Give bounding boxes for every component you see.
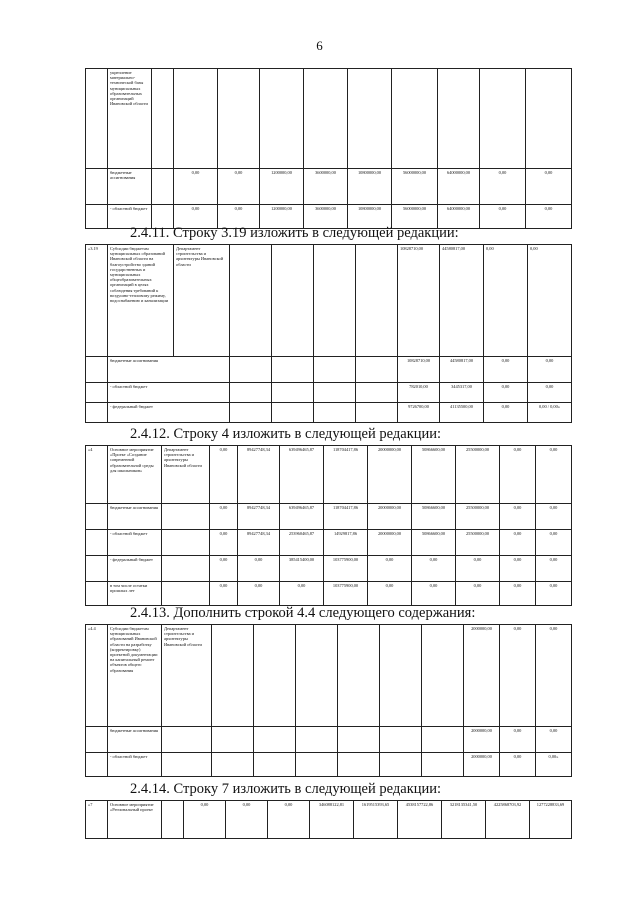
value-cell: 0,00 <box>528 383 572 403</box>
value-cell: 0,00 <box>528 357 572 383</box>
table-row-4-4 <box>85 624 572 777</box>
section-heading: 2.4.13. Дополнить строкой 4.4 следующего содержания: <box>130 605 476 621</box>
value-cell: 44580817,00 <box>440 357 484 383</box>
row-number: «3.19 <box>86 245 108 357</box>
row-executor: Департамент строительства и архитектуры Ивановской области <box>162 446 210 504</box>
value-cell: 50866600,00 <box>412 446 456 504</box>
value-cell: 0,00 / 0,00» <box>528 403 572 423</box>
value-cell: 0,00 <box>536 727 572 753</box>
row-number: «4.4 <box>86 625 108 727</box>
table-row-4 <box>85 445 572 606</box>
row-label: - областной бюджет <box>108 205 152 229</box>
row-description: Основное мероприятие «Региональный проект <box>108 801 162 839</box>
table-row-7 <box>85 800 572 839</box>
value-cell: 0,00 <box>536 625 572 727</box>
value-cell: 0,00 <box>268 801 310 839</box>
value-cell: 0,00 <box>500 556 536 582</box>
value-cell: 0,00 <box>238 582 280 606</box>
section-heading: 2.4.11. Строку 3.19 изложить в следующей редакции: <box>130 225 459 241</box>
row-description: Субсидии бюджетам муниципальных образований Ивановской области на благоустройство зданий государственных и муниципальных общеобразовательных организаций в целях соблюдения требований к воздушно-тепловому режиму, водоснабжению и канализации <box>108 245 174 357</box>
value-cell: 4538157722,86 <box>398 801 442 839</box>
value-cell: 50866600,00 <box>412 504 456 530</box>
value-cell: 0,00 <box>184 801 226 839</box>
value-cell: 10828710,00 <box>398 357 440 383</box>
value-cell: 89427748,34 <box>238 530 280 556</box>
value-cell: 118704417,86 <box>324 446 368 504</box>
value-cell: 639496465,87 <box>280 504 324 530</box>
table-continuation <box>85 68 572 229</box>
value-cell: 253960465,87 <box>280 530 324 556</box>
row-label: бюджетные ассигнования <box>108 727 162 753</box>
value-cell: 50866600,00 <box>412 530 456 556</box>
value-cell: 64000000,00 <box>438 205 480 229</box>
value-cell: 0,00 <box>536 530 572 556</box>
row-executor: Департамент строительства и архитектуры Ивановской области <box>162 625 212 727</box>
row-label: бюджетные ассигнования <box>108 504 162 530</box>
row-description: Основное мероприятие «Проект «Создание современной образовательной среды для школьников» <box>108 446 162 504</box>
value-cell: 3218135341,50 <box>442 801 486 839</box>
value-cell: 1200000,00 <box>260 205 304 229</box>
value-cell: 0,00» <box>536 753 572 777</box>
value-cell: 2000000,00 <box>464 753 500 777</box>
value-cell: 2000000,00 <box>464 727 500 753</box>
value-cell: 0,00 <box>210 446 238 504</box>
value-cell: 1277228833,69 <box>530 801 572 839</box>
row-label: - областной бюджет <box>108 530 162 556</box>
value-cell: 3600000,00 <box>304 169 348 205</box>
section-heading: 2.4.14. Строку 7 изложить в следующей редакции: <box>130 781 442 797</box>
value-cell: 0,00 <box>174 205 218 229</box>
value-cell: 0,00 <box>526 205 572 229</box>
value-cell: 20000000,00 <box>368 446 412 504</box>
value-cell: 0,00 <box>500 753 536 777</box>
page-number: 6 <box>316 38 323 53</box>
value-cell: 0,00 <box>536 582 572 606</box>
value-cell: 0,00 <box>484 245 528 357</box>
value-cell: 103775900,00 <box>324 582 368 606</box>
value-cell: 25500000,00 <box>456 530 500 556</box>
value-cell: 0,00 <box>218 205 260 229</box>
value-cell: 0,00 <box>238 556 280 582</box>
value-cell: 0,00 <box>500 530 536 556</box>
value-cell: 10800000,00 <box>348 169 392 205</box>
value-cell: 10828710,00 <box>398 245 440 357</box>
value-cell: 0,00 <box>484 357 528 383</box>
value-cell: 0,00 <box>500 504 536 530</box>
value-cell: 64000000,00 <box>438 169 480 205</box>
value-cell: 20000000,00 <box>368 530 412 556</box>
value-cell: 2000000,00 <box>464 625 500 727</box>
row-description: Субсидии бюджетам муниципальных образований Ивановской области на разработку (корректировку) проектной документации на капитальный ремонт объектов общего образования <box>108 625 162 727</box>
value-cell: 346088122,81 <box>310 801 354 839</box>
value-cell: 0,00 <box>500 727 536 753</box>
value-cell: 0,00 <box>210 530 238 556</box>
value-cell: 0,00 <box>536 446 572 504</box>
value-cell: 3600000,00 <box>304 205 348 229</box>
value-cell: 0,00 <box>210 582 238 606</box>
value-cell: 0,00 <box>526 169 572 205</box>
value-cell: 89427748,34 <box>238 446 280 504</box>
value-cell: 0,00 <box>528 245 572 357</box>
value-cell: 56000000,00 <box>392 205 438 229</box>
row-label: бюджетные ассигнования <box>108 357 230 383</box>
value-cell: 0,00 <box>480 169 526 205</box>
value-cell: 0,00 <box>226 801 268 839</box>
row-label: бюджетные ассигнования <box>108 169 152 205</box>
value-cell: 385415400,00 <box>280 556 324 582</box>
table-row-3-19 <box>85 244 572 423</box>
value-cell: 44580817,00 <box>440 245 484 357</box>
section-heading: 2.4.12. Строку 4 изложить в следующей редакции: <box>130 426 442 442</box>
value-cell: 0,00 <box>500 446 536 504</box>
value-cell: 56000000,00 <box>392 169 438 205</box>
value-cell: 1619515393,65 <box>354 801 398 839</box>
value-cell: 0,00 <box>500 582 536 606</box>
value-cell: 0,00 <box>368 582 412 606</box>
row-label: - федеральный бюджет <box>108 403 230 423</box>
value-cell: 9726700,00 <box>398 403 440 423</box>
value-cell: 639496465,87 <box>280 446 324 504</box>
value-cell: 3445317,00 <box>440 383 484 403</box>
value-cell: 0,00 <box>210 556 238 582</box>
value-cell: 0,00 <box>456 582 500 606</box>
value-cell: 20000000,00 <box>368 504 412 530</box>
row-number: «7 <box>86 801 108 839</box>
row-label: - областной бюджет <box>108 753 162 777</box>
value-cell: 1200000,00 <box>260 169 304 205</box>
row-label: - федеральный бюджет <box>108 556 162 582</box>
row-executor: Департамент строительства и архитектуры Ивановской области <box>174 245 230 357</box>
value-cell: 10800000,00 <box>348 205 392 229</box>
value-cell: 0,00 <box>480 205 526 229</box>
value-cell: 0,00 <box>210 504 238 530</box>
value-cell: 0,00 <box>174 169 218 205</box>
value-cell: 782010,00 <box>398 383 440 403</box>
value-cell: 0,00 <box>536 556 572 582</box>
row-description: укрепление материально-технической базы муниципальных образовательных организаций Ивановской области <box>108 69 152 169</box>
value-cell: 0,00 <box>500 625 536 727</box>
value-cell: 103775900,00 <box>324 556 368 582</box>
value-cell <box>484 403 528 423</box>
row-label: - областной бюджет <box>108 383 230 403</box>
value-cell: 0,00 <box>218 169 260 205</box>
value-cell: 0,00 <box>456 556 500 582</box>
value-cell: 25500000,00 <box>456 446 500 504</box>
value-cell: 0,00 <box>280 582 324 606</box>
value-cell: 41135500,00 <box>440 403 484 423</box>
value-cell: 0,00 <box>368 556 412 582</box>
value-cell: 25500000,00 <box>456 504 500 530</box>
value-cell: 14929817,86 <box>324 530 368 556</box>
value-cell: 118704417,86 <box>324 504 368 530</box>
value-cell: 0,00 <box>412 556 456 582</box>
value-cell: 89427748,34 <box>238 504 280 530</box>
value-cell: 0,00 <box>484 383 528 403</box>
value-cell: 0,00 <box>536 504 572 530</box>
row-label: в том числе остатки прошлых лет <box>108 582 162 606</box>
value-cell: 0,00 <box>412 582 456 606</box>
value-cell: 4225868703,92 <box>486 801 530 839</box>
value-cell: 0,00 <box>501 404 510 409</box>
row-number: «4 <box>86 446 108 504</box>
